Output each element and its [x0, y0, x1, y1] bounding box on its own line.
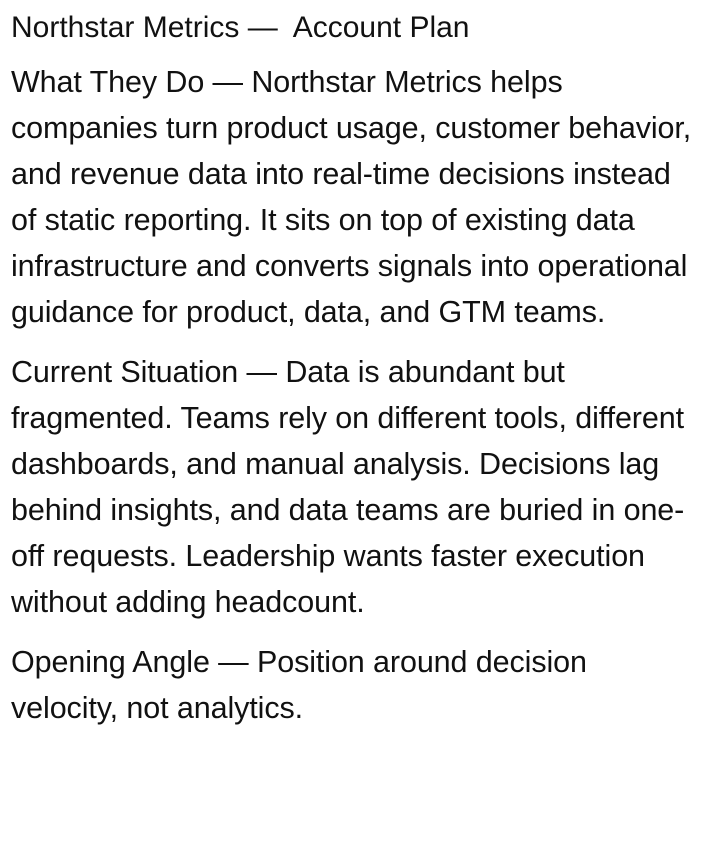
section-current-situation: Current Situation — Data is abundant but fragmented. Teams rely on different tools, different dashboards, and manual analysis. Decisions lag behind insights, and data teams are buried in one-off requests. Leadership wants faster execution without adding headcount.: [11, 355, 685, 619]
section-what-they-do: What They Do — Northstar Metrics helps companies turn product usage, customer behavior, and revenue data into real-time decisions instead of static reporting. It sits on top of existing data infrastructure and converts signals into operational guidance for product, data, and GTM teams.: [11, 65, 692, 329]
document-title: Northstar Metrics — Account Plan: [11, 11, 470, 44]
section-opening-angle: Opening Angle — Position around decision velocity, not analytics.: [11, 645, 587, 725]
